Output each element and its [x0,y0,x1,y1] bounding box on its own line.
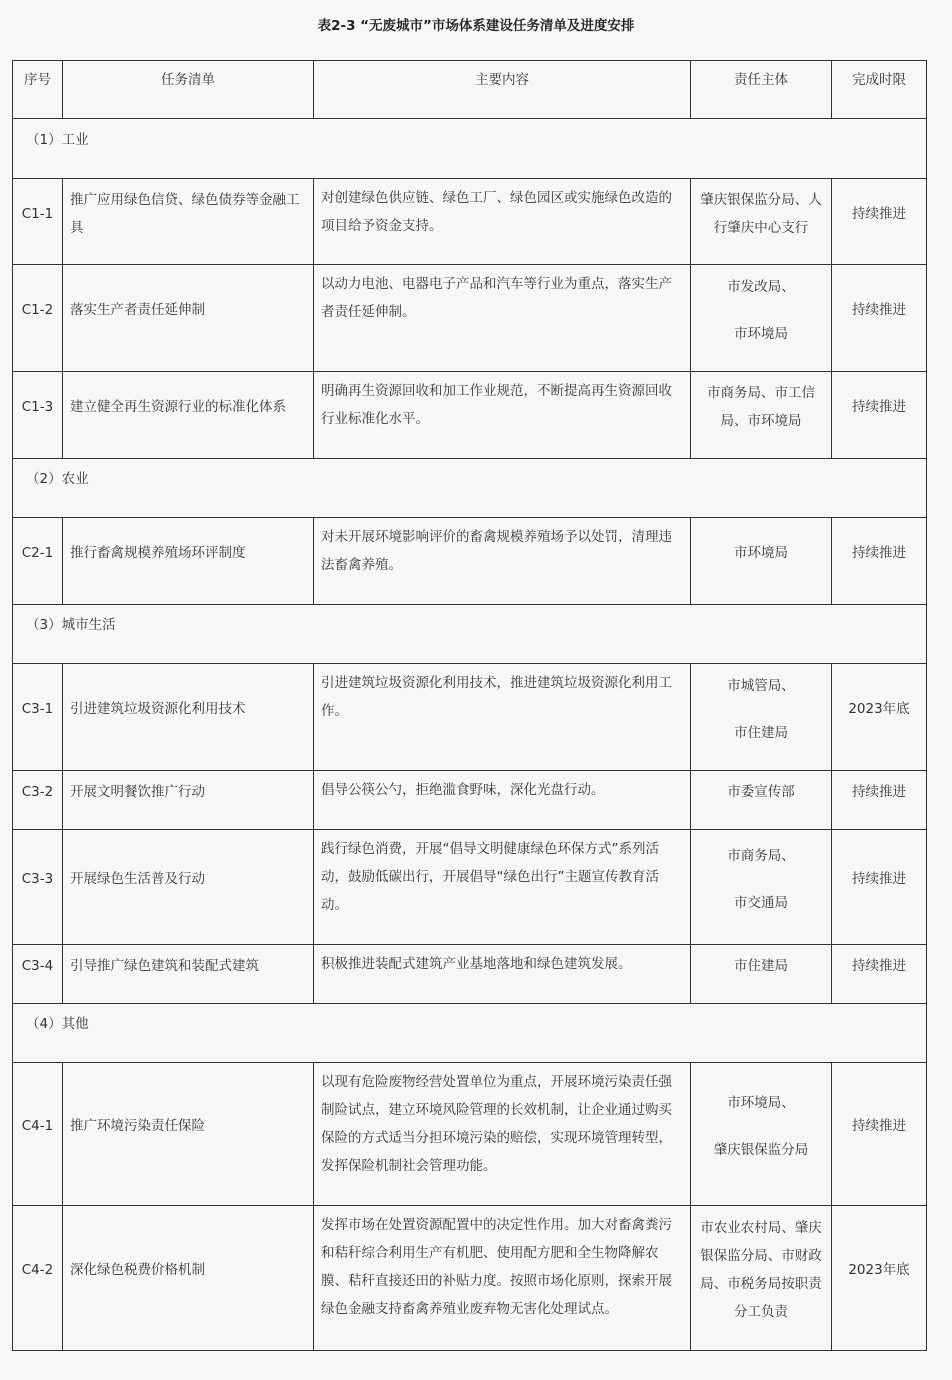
row-owner [691,518,832,605]
row-deadline: 持续推进 [832,179,927,265]
row-task: 引导推广绿色建筑和装配式建筑 [63,945,314,1004]
row-task: 开展绿色生活普及行动 [63,830,314,945]
header-row [13,61,927,119]
row-owner [691,265,832,372]
row-task: 推广环境污染责任保险 [63,1063,314,1206]
owner-line: 市商务局、市工信局、市环境局 [707,385,815,429]
owner-line: 市交通局 [734,894,788,911]
header-content: 主要内容 [314,61,691,119]
row-task: 开展文明餐饮推广行动 [63,771,314,830]
table-row [13,372,927,459]
owner-line: 市环境局 [734,325,788,342]
row-owner [691,1063,832,1206]
row-task: 推广应用绿色信贷、绿色债券等金融工具 [63,179,314,265]
row-id: C4-1 [13,1063,63,1206]
row-deadline: 持续推进 [832,771,927,830]
row-content: 践行绿色消费，开展“倡导文明健康绿色环保方式”系列活动，鼓励低碳出行，开展倡导“绿色出行”主题宣传教育活动。 [314,830,691,945]
owner-line: 市商务局、 [727,847,795,864]
row-deadline: 持续推进 [832,265,927,372]
row-id: C4-2 [13,1206,63,1351]
row-deadline: 持续推进 [832,372,927,459]
table-row [13,179,927,265]
row-content: 发挥市场在处置资源配置中的决定性作用。加大对畜禽粪污和秸秆综合利用生产有机肥、使用配方肥和全生物降解农膜、秸秆直接还田的补贴力度。按照市场化原则，探索开展绿色金融支持畜禽养殖业废弃物无害化处理试点。 [314,1206,691,1351]
row-owner [691,945,832,1004]
row-deadline: 持续推进 [832,830,927,945]
owner-line: 市农业农村局、肇庆银保监分局、市财政局、市税务局按职责分工负责 [700,1220,822,1320]
row-id: C1-1 [13,179,63,265]
row-content: 引进建筑垃圾资源化利用技术，推进建筑垃圾资源化利用工作。 [314,664,691,771]
row-owner [691,179,832,265]
row-owner [691,771,832,830]
section-row [13,459,927,518]
row-owner [691,664,832,771]
section-label: （2）农业 [13,459,927,518]
section-row [13,119,927,179]
table-row [13,830,927,945]
table-row [13,1063,927,1206]
owner-line: 市环境局、 [727,1094,795,1111]
task-table [12,60,927,1351]
row-id: C3-3 [13,830,63,945]
table-row [13,518,927,605]
table-row [13,265,927,372]
row-content: 积极推进装配式建筑产业基地落地和绿色建筑发展。 [314,945,691,1004]
section-row [13,605,927,664]
table-title: 表2-3 “无废城市”市场体系建设任务清单及进度安排 [317,18,635,34]
row-deadline: 持续推进 [832,945,927,1004]
owner-line: 肇庆银保监分局、人行肇庆中心支行 [700,191,822,236]
section-row [13,1004,927,1063]
row-id: C2-1 [13,518,63,605]
row-owner [691,372,832,459]
row-content: 对未开展环境影响评价的畜禽规模养殖场予以处罚，清理违法畜禽养殖。 [314,518,691,605]
row-id: C3-4 [13,945,63,1004]
table-row [13,1206,927,1351]
row-id: C3-1 [13,664,63,771]
row-deadline: 持续推进 [832,1063,927,1206]
section-label: （4）其他 [13,1004,927,1063]
row-id: C1-3 [13,372,63,459]
row-task: 建立健全再生资源行业的标准化体系 [63,372,314,459]
row-task: 落实生产者责任延伸制 [63,265,314,372]
header-seq: 序号 [13,61,63,119]
section-label: （3）城市生活 [13,605,927,664]
row-deadline: 2023年底 [832,664,927,771]
row-content: 倡导公筷公勺，拒绝滥食野味，深化光盘行动。 [314,771,691,830]
owner-line: 市住建局 [734,958,788,974]
row-deadline: 2023年底 [832,1206,927,1351]
owner-line: 市发改局、 [727,278,795,295]
owner-line: 市环境局 [734,545,788,561]
row-content: 以现有危险废物经营处置单位为重点，开展环境污染责任强制险试点，建立环境风险管理的长效机制，让企业通过购买保险的方式适当分担环境污染的赔偿，实现环境管理转型，发挥保险机制社会管理功能。 [314,1063,691,1206]
row-id: C3-2 [13,771,63,830]
row-owner [691,1206,832,1351]
row-task: 深化绿色税费价格机制 [63,1206,314,1351]
section-label: （1）工业 [13,119,927,179]
row-task: 推行畜禽规模养殖场环评制度 [63,518,314,605]
row-id: C1-2 [13,265,63,372]
table-row [13,664,927,771]
header-task: 任务清单 [63,61,314,119]
table-row [13,771,927,830]
row-task: 引进建筑垃圾资源化利用技术 [63,664,314,771]
header-deadline: 完成时限 [832,61,927,119]
table-row [13,945,927,1004]
owner-line: 市城管局、 [727,677,795,694]
header-owner: 责任主体 [691,61,832,119]
owner-line: 肇庆银保监分局 [713,1141,809,1158]
row-owner [691,830,832,945]
owner-line: 市住建局 [734,724,788,741]
owner-line: 市委宣传部 [727,784,795,800]
row-content: 以动力电池、电器电子产品和汽车等行业为重点，落实生产者责任延伸制。 [314,265,691,372]
row-deadline: 持续推进 [832,518,927,605]
row-content: 明确再生资源回收和加工作业规范，不断提高再生资源回收行业标准化水平。 [314,372,691,459]
row-content: 对创建绿色供应链、绿色工厂、绿色园区或实施绿色改造的项目给予资金支持。 [314,179,691,265]
